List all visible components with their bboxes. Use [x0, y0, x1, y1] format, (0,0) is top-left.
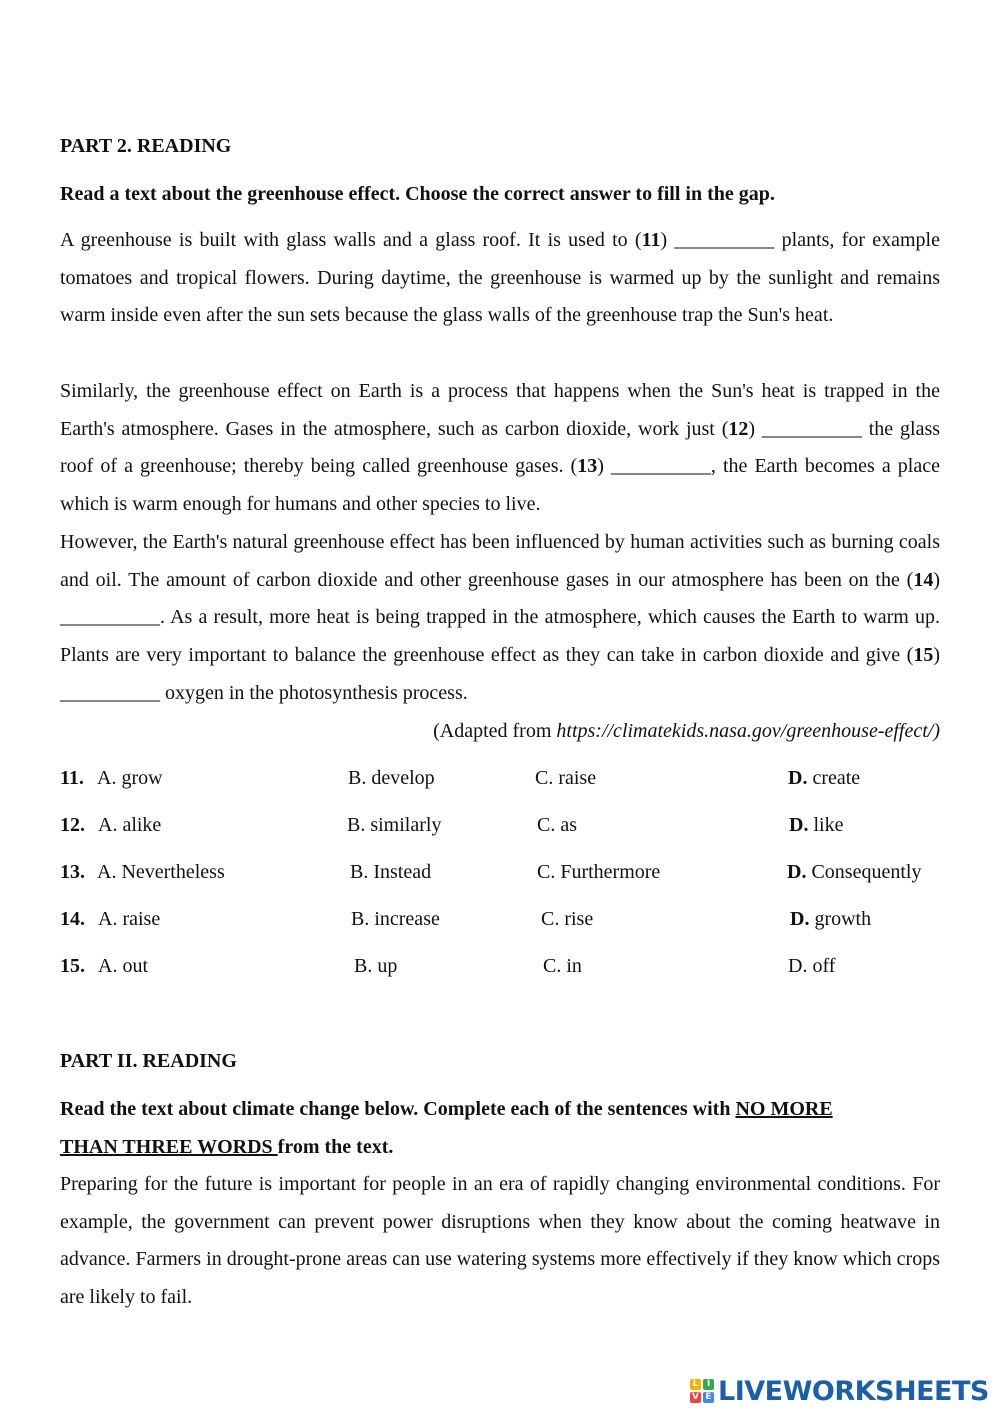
option-d[interactable]: D. Consequently — [787, 861, 922, 883]
option-c[interactable]: C. as — [537, 814, 577, 836]
gap-15-number: 15 — [913, 644, 934, 667]
option-a[interactable]: A. grow — [97, 767, 163, 789]
question-row-15 — [60, 953, 940, 979]
option-b[interactable]: B. Instead — [350, 861, 432, 883]
part2-heading: PART 2. READING — [60, 135, 232, 157]
gap-12-number: 12 — [728, 417, 749, 440]
option-a[interactable]: A. alike — [98, 814, 162, 836]
question-number: 14. — [60, 908, 85, 930]
option-b[interactable]: B. up — [354, 955, 398, 977]
question-number: 15. — [60, 955, 85, 977]
option-d[interactable]: D. like — [789, 814, 844, 836]
question-number: 11. — [60, 767, 84, 789]
option-c[interactable]: C. Furthermore — [537, 861, 661, 883]
question-number: 12. — [60, 814, 85, 836]
option-b[interactable]: B. increase — [351, 908, 440, 930]
option-d[interactable]: D. growth — [790, 908, 872, 930]
question-row-14 — [60, 906, 940, 932]
option-c[interactable]: C. raise — [535, 767, 597, 789]
gap-14-number: 14 — [913, 568, 934, 591]
climate-change-paragraph: Preparing for the future is important for people in an era of rapidly changing environmental conditions. For example, the government can prevent power disruptions when they know about the coming heatwave in advance. Farmers in drought-prone areas can use watering systems more effectively if they know which crops are likely to fail. — [60, 1173, 940, 1309]
option-b[interactable]: B. similarly — [347, 814, 442, 836]
option-c[interactable]: C. in — [543, 955, 582, 977]
part-ii-heading: PART II. READING — [60, 1050, 237, 1072]
source-url: https://climatekids.nasa.gov/greenhouse-effect/) — [556, 720, 940, 742]
option-a[interactable]: A. raise — [98, 908, 161, 930]
source-citation: (Adapted from https://climatekids.nasa.gov/greenhouse-effect/) — [433, 720, 940, 742]
reading-paragraph-2: Similarly, the greenhouse effect on Earth is a process that happens when the Sun's heat is trapped in the Earth's atmosphere. Gases in the atmosphere, such as carbon dioxide, work just (12) __________ the glass roof of a greenhouse; thereby being called greenhouse gases. (13) __________, the Earth becomes a place which is warm enough for humans and other species to live. — [60, 380, 941, 516]
part2-instruction: Read a text about the greenhouse effect. Choose the correct answer to fill in the gap. — [60, 183, 775, 205]
option-b[interactable]: B. develop — [348, 767, 435, 789]
reading-paragraph-1: A greenhouse is built with glass walls and a glass roof. It is used to (11) __________ plants, for example tomatoes and tropical flowers. During daytime, the greenhouse is warmed up by the sunlight and remains warm inside even after the sun sets because the glass walls of the greenhouse trap the Sun's heat. — [60, 229, 940, 327]
question-row-12 — [60, 812, 940, 838]
logo-text: LIVEWORKSHEETS — [718, 1375, 989, 1407]
gap-13-number: 13 — [577, 455, 598, 478]
reading-paragraph-3: However, the Earth's natural greenhouse effect has been influenced by human activities such as burning coals and oil. The amount of carbon dioxide and other greenhouse gases in our atmosphere has been on the (14) __________. As a result, more heat is being trapped in the atmosphere, which causes the Earth to warm up. Plants are very important to balance the greenhouse effect as they can take in carbon dioxide and give (15) __________ oxygen in the photosynthesis process. — [60, 531, 940, 704]
question-row-11 — [60, 765, 940, 791]
liveworksheets-logo — [690, 1376, 989, 1406]
question-number: 13. — [60, 861, 85, 883]
option-a[interactable]: A. out — [98, 955, 148, 977]
question-row-13 — [60, 859, 940, 885]
part-ii-instruction: Read the text about climate change below. Complete each of the sentences with NO MORE THAN THREE WORDS from the text. — [60, 1098, 833, 1158]
option-a[interactable]: A. Nevertheless — [97, 861, 225, 883]
logo-mark-icon: L I V E — [690, 1379, 714, 1403]
option-d[interactable]: D. off — [788, 955, 836, 977]
option-d[interactable]: D. create — [788, 767, 861, 789]
gap-11-number: 11 — [641, 229, 661, 251]
option-c[interactable]: C. rise — [541, 908, 594, 930]
